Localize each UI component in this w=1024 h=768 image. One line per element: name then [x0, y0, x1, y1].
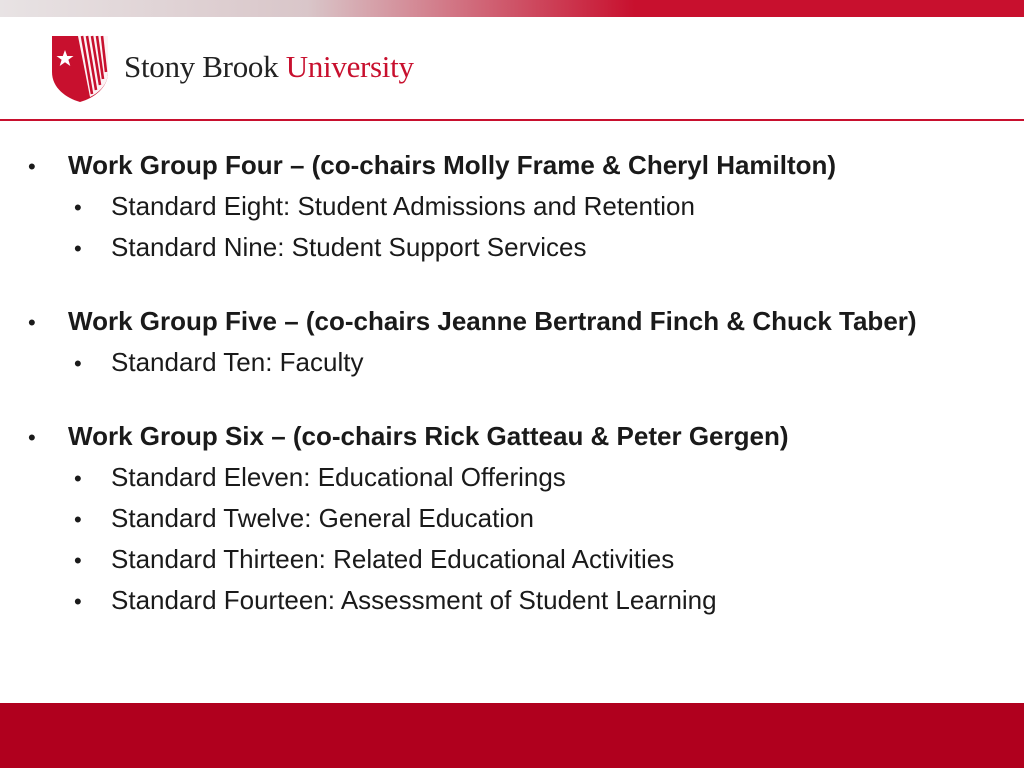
bullet-icon: • [74, 351, 82, 376]
logo-wordmark [124, 49, 414, 85]
bullet-icon: • [74, 507, 82, 532]
list-item: Standard Eight: Student Admissions and Retention [111, 191, 695, 221]
bullet-icon: • [28, 425, 36, 450]
top-decorative-band [0, 0, 1024, 17]
group-title: Work Group Five – (co-chairs Jeanne Bertrand Finch & Chuck Taber) [68, 306, 917, 336]
work-group-four [26, 150, 1016, 273]
list-item: Standard Twelve: General Education [111, 503, 535, 533]
bullet-icon: • [74, 548, 82, 573]
bullet-icon: • [74, 236, 82, 261]
bottom-decorative-band [0, 703, 1024, 768]
group-title: Work Group Six – (co-chairs Rick Gatteau & Peter Gergen) [68, 421, 789, 451]
shield-icon [50, 32, 110, 104]
bullet-icon: • [74, 466, 82, 491]
bullet-icon: • [74, 589, 82, 614]
bullet-icon: • [28, 154, 36, 179]
work-group-six [26, 421, 1016, 626]
bullet-icon: • [74, 195, 82, 220]
work-group-five [26, 306, 1016, 388]
logo-word-university: University [285, 49, 414, 84]
group-title: Work Group Four – (co-chairs Molly Frame & Cheryl Hamilton) [68, 150, 837, 180]
logo-word-stony-brook: Stony Brook [124, 49, 279, 84]
list-item: Standard Ten: Faculty [111, 347, 364, 377]
list-item: Standard Nine: Student Support Services [111, 232, 587, 262]
slide-body [26, 150, 1016, 659]
header-divider [0, 119, 1024, 121]
university-logo [50, 32, 414, 104]
list-item: Standard Eleven: Educational Offerings [111, 462, 566, 492]
list-item: Standard Fourteen: Assessment of Student Learning [111, 585, 717, 615]
list-item: Standard Thirteen: Related Educational Activities [111, 544, 675, 574]
bullet-icon: • [28, 310, 36, 335]
